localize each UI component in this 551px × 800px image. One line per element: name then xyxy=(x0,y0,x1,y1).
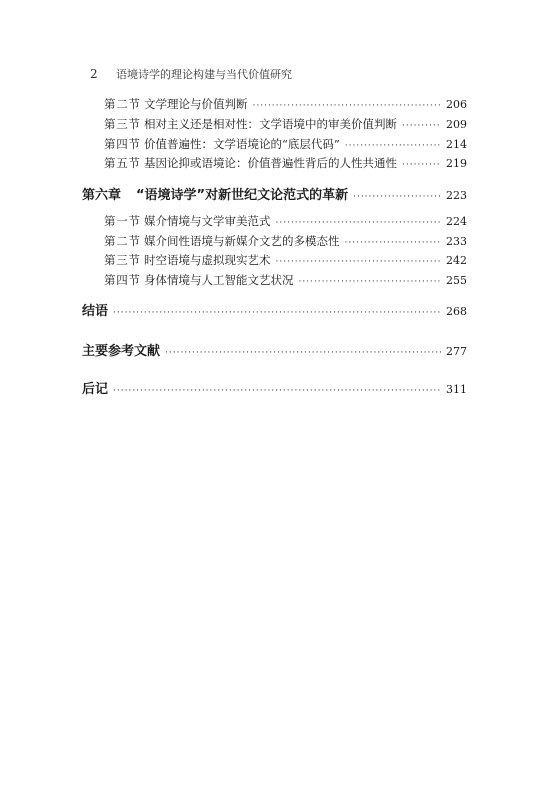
toc-entry-section[interactable] xyxy=(104,213,467,229)
toc-entry-section[interactable] xyxy=(104,155,467,171)
dot-leader xyxy=(113,308,441,318)
toc-entry-section[interactable] xyxy=(104,136,467,152)
page-ref: 224 xyxy=(446,215,467,228)
dot-leader xyxy=(402,160,441,170)
toc-entry-afterword[interactable] xyxy=(82,378,467,397)
toc-entry-references[interactable] xyxy=(82,340,467,359)
section-number: 第三节 xyxy=(104,253,140,267)
chapter-number: 第六章 xyxy=(82,188,122,203)
section-number: 第四节 xyxy=(104,273,140,287)
section-number: 第四节 xyxy=(104,137,140,151)
dot-leader xyxy=(299,277,442,287)
toc-entry-conclusion[interactable] xyxy=(82,300,467,319)
dot-leader xyxy=(402,121,441,131)
page-ref: 277 xyxy=(446,345,467,358)
section-number: 第三节 xyxy=(104,117,140,131)
toc-entry-section[interactable] xyxy=(104,272,467,288)
book-title: 语境诗学的理论构建与当代价值研究 xyxy=(116,68,292,81)
section-title: 文学理论与价值判断 xyxy=(144,97,248,111)
page-ref: 209 xyxy=(446,118,467,131)
dot-leader xyxy=(165,348,441,358)
section-title: 价值普遍性：文学语境论的“底层代码” xyxy=(144,137,340,151)
section-title: 身体情境与人工智能文艺状况 xyxy=(144,273,294,287)
page-ref: 223 xyxy=(446,189,467,202)
toc-entry-chapter[interactable] xyxy=(82,184,467,203)
dot-leader xyxy=(276,257,442,267)
dot-leader xyxy=(345,141,441,151)
section-number: 第五节 xyxy=(104,156,140,170)
afterword-title: 后记 xyxy=(82,382,109,397)
section-title: 时空语境与虚拟现实艺术 xyxy=(144,253,271,267)
section-title: 媒介情境与文学审美范式 xyxy=(144,214,271,228)
section-number: 第一节 xyxy=(104,214,140,228)
toc-entry-section[interactable] xyxy=(104,116,467,132)
running-header xyxy=(90,66,292,82)
section-title: 基因论抑或语境论：价值普遍性背后的人性共通性 xyxy=(144,156,397,170)
page-ref: 268 xyxy=(446,305,467,318)
conclusion-title: 结语 xyxy=(82,304,109,319)
toc-entry-section[interactable] xyxy=(104,252,467,268)
toc-entry-section[interactable] xyxy=(104,233,467,249)
toc-entry-section[interactable] xyxy=(104,96,467,112)
section-number: 第二节 xyxy=(104,234,140,248)
dot-leader xyxy=(113,386,441,396)
section-title: 相对主义还是相对性：文学语境中的审美价值判断 xyxy=(144,117,397,131)
dot-leader xyxy=(253,101,442,111)
page-ref: 242 xyxy=(446,254,467,267)
dot-leader xyxy=(345,238,442,248)
dot-leader xyxy=(353,192,441,202)
page-ref: 255 xyxy=(446,274,467,287)
dot-leader xyxy=(276,218,442,228)
references-title: 主要参考文献 xyxy=(82,344,161,359)
page-ref: 219 xyxy=(446,157,467,170)
section-number: 第二节 xyxy=(104,97,140,111)
page-ref: 233 xyxy=(446,235,467,248)
chapter-title: “语境诗学”对新世纪文论范式的革新 xyxy=(136,188,349,203)
page-ref: 206 xyxy=(446,98,467,111)
page-ref: 214 xyxy=(446,138,467,151)
section-title: 媒介间性语境与新媒介文艺的多模态性 xyxy=(144,234,340,248)
page-number: 2 xyxy=(90,67,98,81)
page-ref: 311 xyxy=(446,383,467,396)
